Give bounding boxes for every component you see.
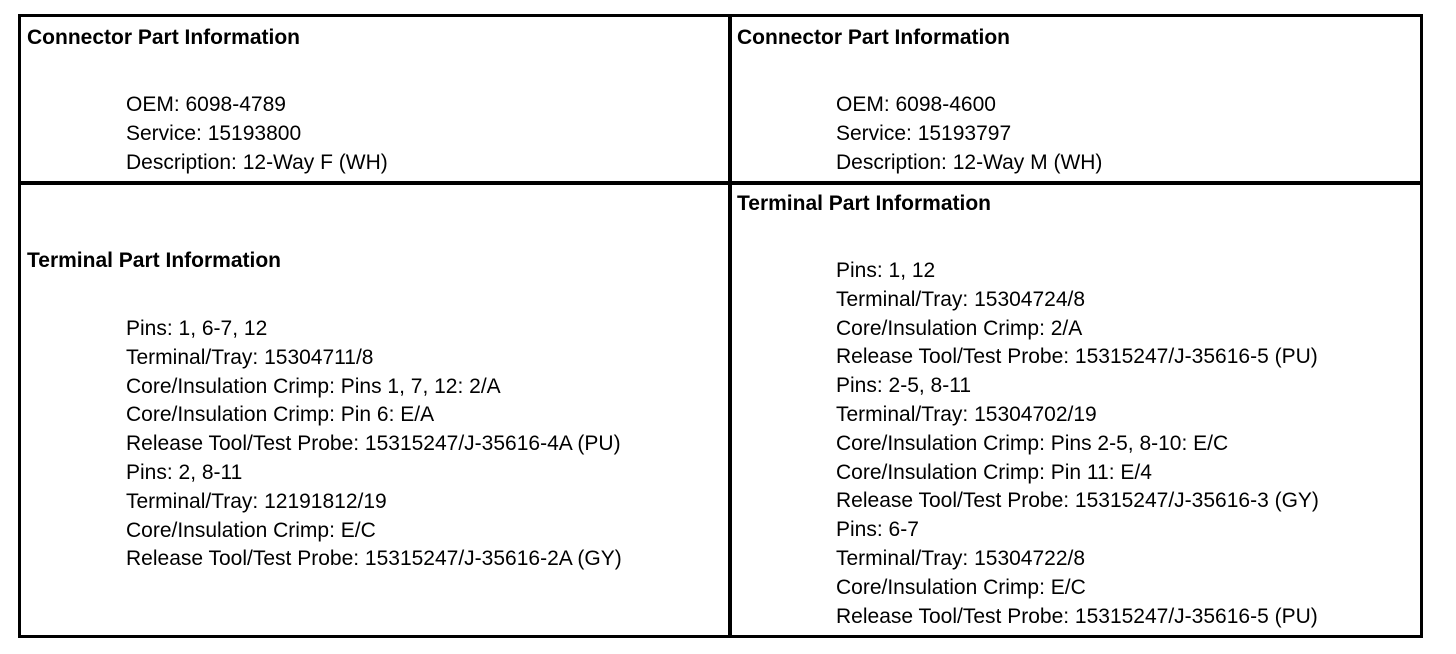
release-tool-line: Release Tool/Test Probe: 15315247/J-35616-3 (GY) bbox=[836, 489, 1319, 513]
pins-line: Pins: 1, 12 bbox=[836, 259, 936, 282]
terminal-tray-line: Terminal/Tray: 12191812/19 bbox=[126, 489, 387, 513]
terminal-details-left bbox=[126, 315, 622, 574]
pins-line: Pins: 2-5, 8-11 bbox=[836, 374, 972, 398]
terminal-tray-line: Terminal/Tray: 15304711/8 bbox=[126, 345, 374, 369]
release-tool-line: Release Tool/Test Probe: 15315247/J-35616-4A (PU) bbox=[126, 432, 621, 456]
release-tool-line: Release Tool/Test Probe: 15315247/J-35616-5 (PU) bbox=[836, 604, 1318, 628]
connector-info-table bbox=[18, 14, 1423, 638]
service-number: Service: 15193800 bbox=[126, 121, 302, 145]
crimp-line: Core/Insulation Crimp: 2/A bbox=[836, 316, 1083, 340]
terminal-info-cell-right bbox=[732, 185, 1420, 635]
pins-line: Pins: 6-7 bbox=[836, 518, 919, 542]
terminal-tray-line: Terminal/Tray: 15304724/8 bbox=[836, 287, 1086, 311]
description: Description: 12-Way F (WH) bbox=[126, 150, 388, 174]
description: Description: 12-Way M (WH) bbox=[836, 150, 1103, 174]
crimp-line: Core/Insulation Crimp: Pin 6: E/A bbox=[126, 403, 435, 427]
terminal-details-right bbox=[836, 257, 1319, 631]
crimp-line: Core/Insulation Crimp: Pins 1, 7, 12: 2/A bbox=[126, 374, 501, 398]
connector-details-left bbox=[126, 91, 388, 177]
crimp-line: Core/Insulation Crimp: Pin 11: E/4 bbox=[836, 460, 1152, 484]
pins-line: Pins: 1, 6-7, 12 bbox=[126, 317, 268, 340]
crimp-line: Core/Insulation Crimp: E/C bbox=[836, 575, 1086, 599]
terminal-heading-left: Terminal Part Information bbox=[27, 249, 281, 272]
connector-info-cell-left bbox=[21, 17, 728, 181]
release-tool-line: Release Tool/Test Probe: 15315247/J-35616-2A (GY) bbox=[126, 547, 622, 571]
oem-number: OEM: 6098-4789 bbox=[126, 93, 286, 116]
release-tool-line: Release Tool/Test Probe: 15315247/J-35616-5 (PU) bbox=[836, 345, 1318, 369]
pins-line: Pins: 2, 8-11 bbox=[126, 460, 243, 484]
terminal-tray-line: Terminal/Tray: 15304722/8 bbox=[836, 546, 1086, 570]
connector-heading-left: Connector Part Information bbox=[27, 26, 301, 49]
connector-details-right bbox=[836, 91, 1102, 177]
terminal-tray-line: Terminal/Tray: 15304702/19 bbox=[836, 402, 1097, 426]
terminal-info-cell-left bbox=[21, 185, 728, 635]
connector-info-cell-right bbox=[732, 17, 1420, 181]
terminal-heading-right: Terminal Part Information bbox=[737, 192, 991, 215]
crimp-line: Core/Insulation Crimp: E/C bbox=[126, 518, 376, 542]
oem-number: OEM: 6098-4600 bbox=[836, 93, 996, 116]
connector-heading-right: Connector Part Information bbox=[737, 26, 1011, 49]
service-number: Service: 15193797 bbox=[836, 121, 1012, 145]
crimp-line: Core/Insulation Crimp: Pins 2-5, 8-10: E/C bbox=[836, 431, 1229, 455]
